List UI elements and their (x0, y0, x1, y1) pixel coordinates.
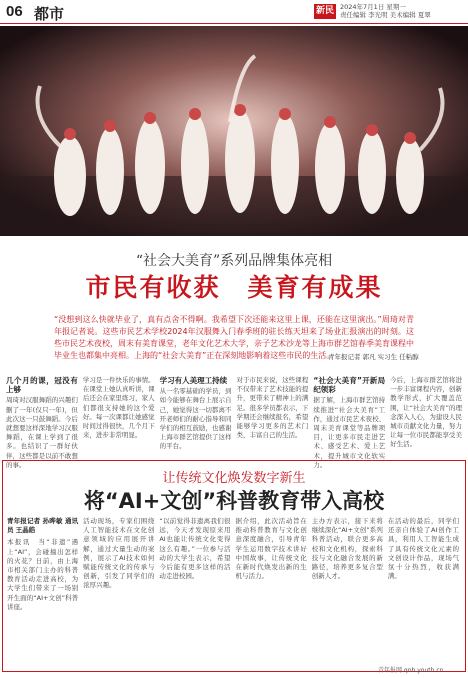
box-column-text: “以前觉得非遗离我们很远，今天才发现原来用AI也能让传统文化变得这么有趣。”一位参与活动的大学生表示，希望今后能有更多这样的活动走进校园。 (159, 517, 231, 581)
issue-info (340, 3, 431, 19)
box-column-text: 在活动的最后，同学们还亲自体验了AI创作工具，利用人工智能生成了具有传统文化元素的文创设计作品，现场气氛十分热烈，收获满满。 (387, 517, 460, 581)
article-column (236, 376, 308, 458)
column-body: 学习是一件快乐的事情。在课堂上她认真听讲，课后还会在家里练习，家人们都很支持她的这个爱好。每一次课都让她感觉时间过得很快，几个月下来，进步非常明显。 (82, 376, 155, 440)
article-kicker: “社会大美育”系列品牌集体亮相 (135, 253, 333, 269)
column-subhead: 几个月的课，冠没有上够 (6, 376, 78, 395)
issue-date: 2024年7月1日 星期一 (340, 3, 406, 11)
article-columns (6, 376, 462, 469)
issue-editors: 责任编辑 李光明 美术编辑 夏翠 (340, 11, 431, 19)
page-header (0, 0, 468, 24)
column-body: 据了解，上海市群艺馆持续推进“社会大美育”工作，通过市民艺术夜校、周末美育课堂等品牌项目，让更多市民走进艺术、感受艺术、爱上艺术，提升城市文化软实力。 (313, 396, 386, 469)
article-column (6, 376, 78, 469)
column-subhead: 学习有人美理工持续 (159, 376, 228, 385)
sidebar-article-box (2, 460, 466, 672)
box-column-text: 活动现场，专家们围绕人工智能技术在文化创意领域的应用展开讲解，通过大量生动的案例，展示了AI技术如何赋能传统文化的传承与创新，引发了同学们的浓厚兴趣。 (83, 517, 155, 590)
column-body: 从一名零基础的学员，到如今能够在舞台上展示自己，她觉得这一切都离不开老师们的耐心指导和同学们的相互鼓励，也感谢上海市群艺馆提供了这样的平台。 (159, 387, 232, 451)
article-column (390, 376, 462, 458)
stage-performance-photo (0, 26, 468, 236)
article-column (83, 376, 155, 458)
page-number: 06 (6, 3, 23, 20)
column-body: 对于市民来说，这些课程不仅带来了艺术技能的提升，更带来了精神上的满足。很多学员都表示，下学期还会继续报名，希望能够学习更多的艺术门类，丰富自己的生活。 (236, 376, 309, 440)
column-subhead: “社会大美育”开新局纪领彩 (313, 376, 386, 395)
box-column-text: 据介绍，此次活动旨在推动科普教育与文化创意深度融合，引导青年学生运用数字技术讲好中国故事，让传统文化在新时代焕发出新的生机与活力。 (235, 517, 307, 581)
box-column-text: 本报讯 当“非遗”遇上“AI”，会碰撞出怎样的火花？日前，由上海市相关部门主办的科普教育活动走进高校，为大学生们带来了一场别开生面的“AI+文创”科普讲座。 (7, 538, 79, 611)
box-column (236, 517, 307, 649)
box-column (159, 517, 230, 649)
box-headline: 将“AI+文创”科普教育带入高校 (83, 489, 385, 513)
column-body: 周琦对汉服舞蹈的兴趣们删了一年(仅只一年)，但此次这一只鼓舞蹈。今后就想要这样深地学习汉服舞蹈，在课上学到了很多。也结识了一群好伙伴，这些都是以前不敢想的事。 (6, 396, 78, 469)
newspaper-logo: 新民 (314, 4, 336, 19)
article-headline: 市民有收获 美育有成果 (85, 273, 383, 302)
page-footer: 青年报网 qnb.youth.cn (378, 667, 444, 674)
box-column (7, 517, 78, 649)
box-kicker: 让传统文化焕发数字新生 (162, 471, 306, 486)
box-column (83, 517, 154, 649)
section-title: 都市 (34, 5, 65, 23)
article-column (313, 376, 386, 469)
article-byline: 青年报记者 郭凡 实习生 任粘醇 (328, 353, 419, 361)
article-column (160, 376, 232, 458)
article-lead: “没想到这么快就毕业了，真有点舍不得啊。我希望下次还能来这里上课，还能在这里演出。”周琦对青年报记者说。这些市民艺术学校2024年汉服舞入门春季班的驻长练天坦来了场业汇报演出的时刻。这些市民艺术夜校，周末有美育课堂，老年文化艺术大学，亲子艺术沙龙等上海市群艺馆春季美育课程中毕业生也都集中亮相。上海的“社会大美育”正在深刻地影响着这些市民的生活。 (54, 315, 414, 360)
box-columns (7, 517, 459, 649)
box-column (388, 517, 459, 649)
box-column-text: 主办方表示，接下来将继续深化“AI+文创”系列科普活动，联合更多高校和文化机构，探索科技与文化融合发展的新路径，培养更多复合型创新人才。 (311, 517, 383, 581)
box-byline: 青年报记者 孙晔敏 通讯员 王晶皓 (7, 517, 79, 535)
box-column (312, 517, 383, 649)
column-body: 今后，上海市群艺馆将进一步丰富课程内容，创新教学形式，扩大覆盖范围，让“社会大美育”的理念深入人心，为建设人民城市贡献文化力量，努力让每一位市民都能享受美好生活。 (390, 376, 462, 449)
